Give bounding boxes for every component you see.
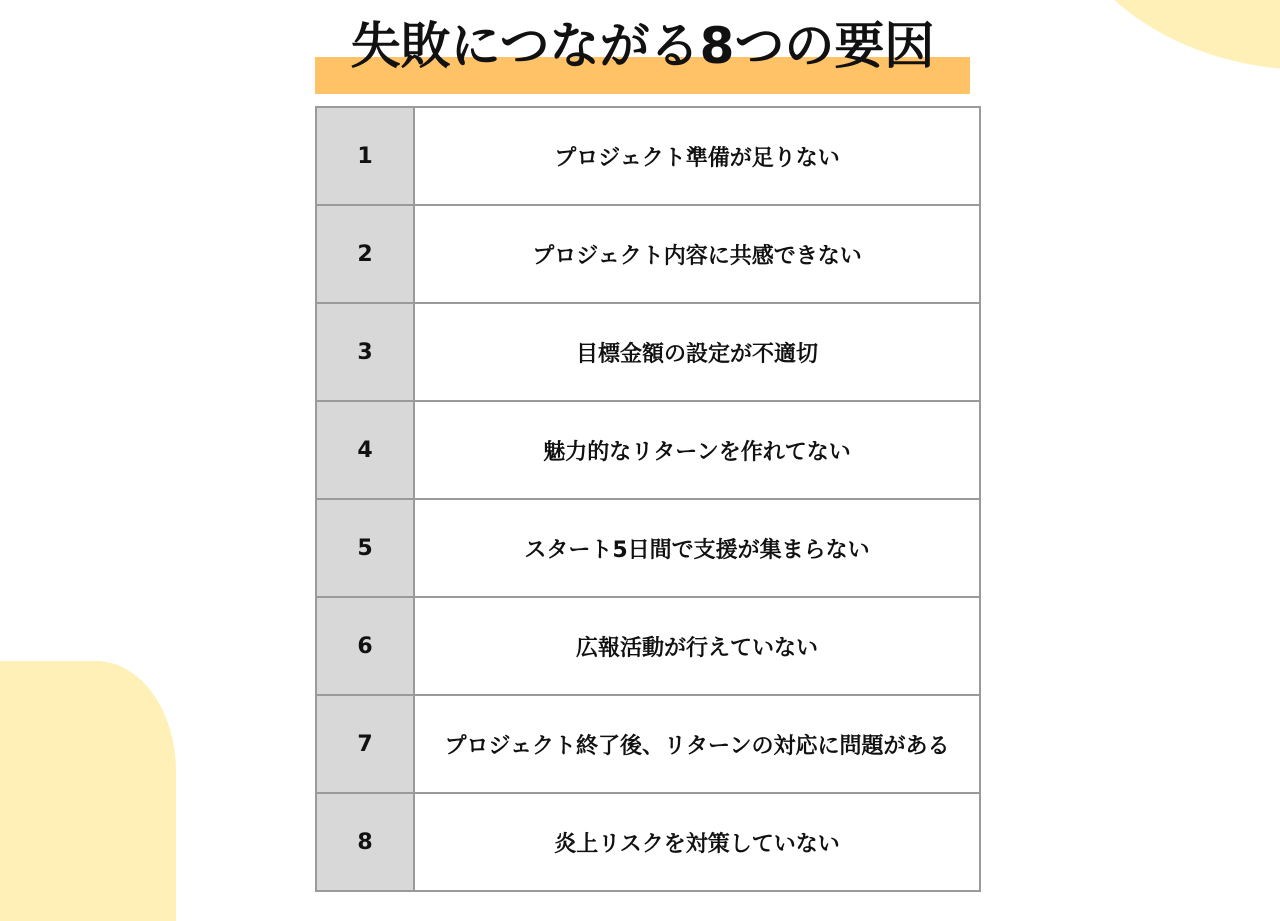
factors-table	[315, 106, 981, 892]
table-row	[316, 695, 980, 793]
factor-text: 魅力的なリターンを作れてない	[414, 401, 980, 499]
table-row	[316, 107, 980, 205]
factor-text: 目標金額の設定が不適切	[414, 303, 980, 401]
factor-text: 広報活動が行えていない	[414, 597, 980, 695]
table-row	[316, 597, 980, 695]
factor-text: プロジェクト終了後、リターンの対応に問題がある	[414, 695, 980, 793]
table-row	[316, 793, 980, 891]
factor-text: プロジェクト内容に共感できない	[414, 205, 980, 303]
factor-number: 5	[316, 499, 414, 597]
factor-number: 4	[316, 401, 414, 499]
factor-number: 1	[316, 107, 414, 205]
page-title: 失敗につながる8つの要因	[350, 17, 935, 75]
table-row	[316, 499, 980, 597]
factor-number: 7	[316, 695, 414, 793]
factor-number: 3	[316, 303, 414, 401]
title-block	[315, 6, 970, 94]
decorative-blob-bottom-left	[0, 661, 176, 921]
factor-text: スタート5日間で支援が集まらない	[414, 499, 980, 597]
factor-text: プロジェクト準備が足りない	[414, 107, 980, 205]
table-row	[316, 205, 980, 303]
factor-number: 6	[316, 597, 414, 695]
table-row	[316, 303, 980, 401]
factor-number: 2	[316, 205, 414, 303]
decorative-blob-top-right	[1050, 0, 1280, 70]
factor-text: 炎上リスクを対策していない	[414, 793, 980, 891]
factor-number: 8	[316, 793, 414, 891]
table-row	[316, 401, 980, 499]
